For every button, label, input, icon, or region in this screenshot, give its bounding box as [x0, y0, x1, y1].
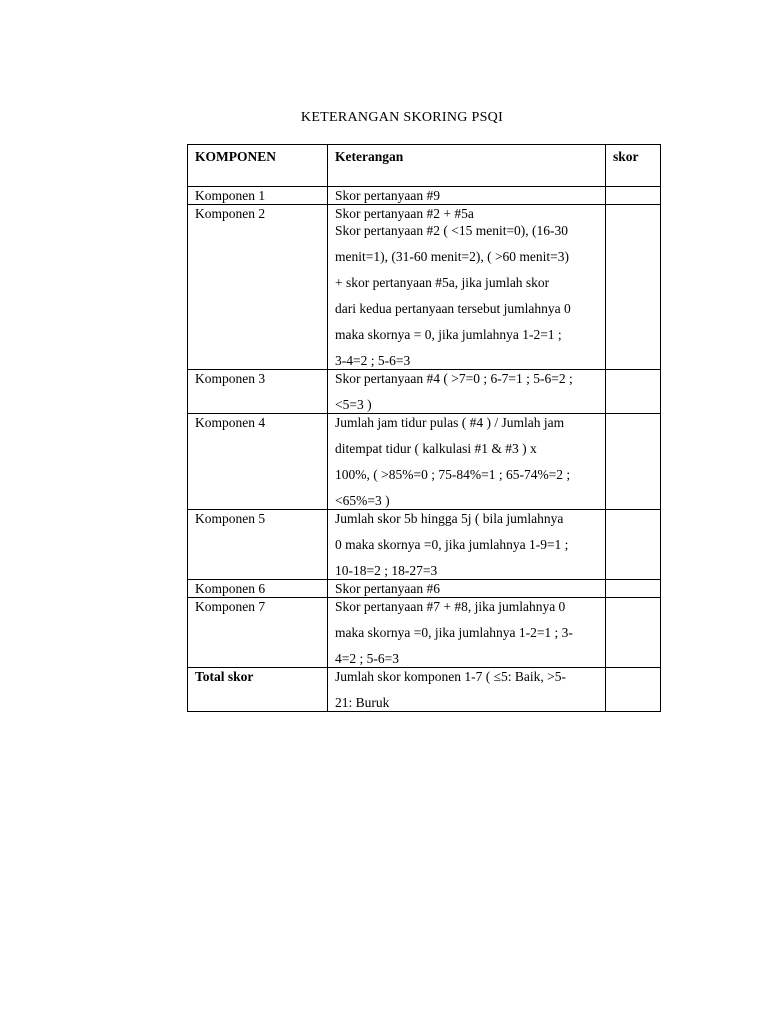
keterangan-line: Skor pertanyaan #2 ( <15 menit=0), (16-30 [335, 223, 569, 238]
keterangan-cell [328, 668, 606, 712]
keterangan-line: Skor pertanyaan #7 + #8, jika jumlahnya 0 [335, 599, 566, 614]
table-header-row [188, 145, 661, 187]
komponen-cell: Komponen 3 [188, 370, 328, 414]
skor-cell [606, 598, 661, 668]
keterangan-cell [328, 370, 606, 414]
skor-cell [606, 510, 661, 580]
keterangan-line: 4=2 ; 5-6=3 [335, 651, 399, 666]
komponen-cell: Komponen 1 [188, 187, 328, 205]
keterangan-line: Skor pertanyaan #9 [335, 188, 440, 203]
header-komponen: KOMPONEN [188, 145, 328, 187]
keterangan-line: 10-18=2 ; 18-27=3 [335, 563, 438, 578]
keterangan-line: Skor pertanyaan #4 ( >7=0 ; 6-7=1 ; 5-6=2 ; [335, 371, 573, 386]
page-title: KETERANGAN SKORING PSQI [300, 110, 504, 125]
table-row [188, 598, 661, 668]
keterangan-cell [328, 414, 606, 510]
keterangan-line: Skor pertanyaan #6 [335, 581, 440, 596]
keterangan-line: maka skornya = 0, jika jumlahnya 1-2=1 ; [335, 327, 562, 342]
keterangan-line: maka skornya =0, jika jumlahnya 1-2=1 ; 3- [335, 625, 573, 640]
table-row [188, 580, 661, 598]
keterangan-line: 0 maka skornya =0, jika jumlahnya 1-9=1 ; [335, 537, 569, 552]
skor-cell [606, 668, 661, 712]
keterangan-line: dari kedua pertanyaan tersebut jumlahnya 0 [335, 301, 571, 316]
keterangan-line: Skor pertanyaan #2 + #5a [335, 206, 474, 221]
keterangan-line: Jumlah skor 5b hingga 5j ( bila jumlahnya [335, 511, 564, 526]
header-skor: skor [606, 145, 661, 187]
keterangan-cell [328, 187, 606, 205]
keterangan-line: <65%=3 ) [335, 493, 390, 508]
keterangan-line: <5=3 ) [335, 397, 372, 412]
keterangan-line: ditempat tidur ( kalkulasi #1 & #3 ) x [335, 441, 537, 456]
komponen-cell: Komponen 5 [188, 510, 328, 580]
skor-cell [606, 205, 661, 370]
komponen-cell: Komponen 4 [188, 414, 328, 510]
skor-cell [606, 414, 661, 510]
keterangan-cell [328, 598, 606, 668]
komponen-cell: Komponen 7 [188, 598, 328, 668]
table-row [188, 414, 661, 510]
total-skor-label: Total skor [188, 668, 328, 712]
keterangan-line: Jumlah jam tidur pulas ( #4 ) / Jumlah jam [335, 415, 565, 430]
keterangan-line: menit=1), (31-60 menit=2), ( >60 menit=3) [335, 249, 570, 264]
skor-cell [606, 580, 661, 598]
keterangan-cell [328, 580, 606, 598]
psqi-scoring-table [187, 144, 661, 712]
header-keterangan: Keterangan [328, 145, 606, 187]
table-row [188, 510, 661, 580]
table-row [188, 370, 661, 414]
skor-cell [606, 187, 661, 205]
keterangan-line: 100%, ( >85%=0 ; 75-84%=1 ; 65-74%=2 ; [335, 467, 571, 482]
table-row-total [188, 668, 661, 712]
table-row [188, 205, 661, 370]
skor-cell [606, 370, 661, 414]
keterangan-cell [328, 205, 606, 370]
komponen-cell: Komponen 6 [188, 580, 328, 598]
keterangan-line: Jumlah skor komponen 1-7 ( ≤5: Baik, >5- [335, 669, 566, 684]
komponen-cell: Komponen 2 [188, 205, 328, 370]
table-row [188, 187, 661, 205]
keterangan-line: + skor pertanyaan #5a, jika jumlah skor [335, 275, 550, 290]
keterangan-line: 21: Buruk [335, 695, 390, 710]
keterangan-cell [328, 510, 606, 580]
keterangan-line: 3-4=2 ; 5-6=3 [335, 353, 411, 368]
